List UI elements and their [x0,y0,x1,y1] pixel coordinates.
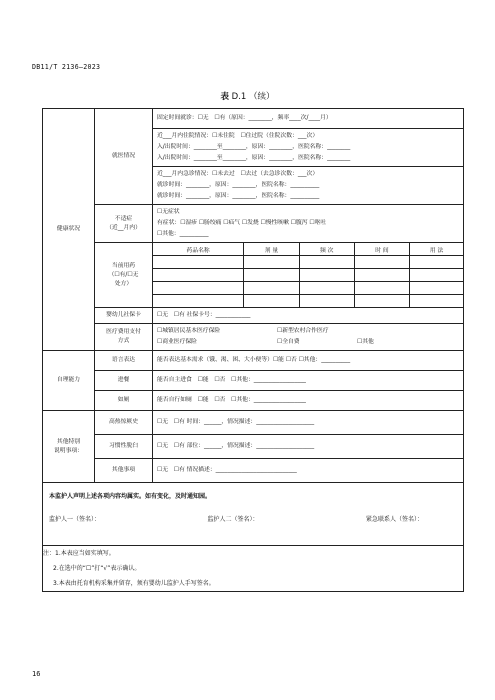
medical-visit-label: 就医情况 [95,109,153,205]
commercial-insurance-option[interactable]: ☐商业医疗保险 [157,339,197,345]
medication-label-1: 当前用药 [111,262,136,269]
health-status-label: 健康状况 [43,109,95,351]
medication-label [95,243,153,308]
med-col-time: 时 间 [354,243,409,256]
med-row[interactable] [153,269,463,282]
urban-insurance-option[interactable]: ☐城镇居民基本医疗保险 [157,328,221,334]
emergency-visit-1[interactable]: 就诊时间：________，原因：________，医院名称：__________ [157,182,320,188]
med-row[interactable] [153,256,463,269]
signature-row [43,502,463,539]
febrile-seizure-field[interactable]: ☐无 ☐有 时间：______，情况描述：____________________ [153,411,464,435]
insurance-card-label: 婴幼儿社保卡 [95,308,153,324]
guardian1-signature[interactable]: 监护人一（签名）： [49,516,101,523]
special-label-1: 其他特别 [56,438,81,445]
insurance-card-field[interactable]: ☐无 ☐有 社保卡号：____________ [153,308,464,324]
self-pay-option[interactable]: ☐全自费 [277,339,300,345]
rural-insurance-option[interactable]: ☐新型农村合作医疗 [277,328,329,334]
admission-line-2[interactable]: 入/出院时间：________至________，原因：________，医院名称：________ [157,155,351,161]
note-1: 注：1.本表应当如实填写。 [43,550,115,557]
med-row[interactable] [153,282,463,295]
payment-options-2[interactable] [157,337,459,348]
toilet-label: 如厕 [95,391,153,411]
dislocation-field[interactable]: ☐无 ☐有 部位：______，情况描述：____________________ [153,435,464,459]
registration-form-table [42,108,464,592]
medication-label-3: 处方） [114,280,133,287]
eating-label: 进餐 [95,371,153,391]
no-symptom-option[interactable]: ☐无症状 [157,209,180,215]
med-row[interactable] [153,295,463,308]
payment-other-option[interactable]: ☐其他 [357,339,374,345]
notes-section [43,546,464,592]
emergency-line[interactable]: 近___月内急诊情况：☐未去过 ☐去过（去急诊次数：___次） [157,171,319,177]
emergency-contact-signature[interactable]: 紧急联系人（签名）： [365,516,423,523]
discomfort-label-2: （近__月内） [106,224,141,231]
guardian2-signature[interactable]: 监护人二（签名）： [207,516,259,523]
toilet-field[interactable]: 能否自行如厕 ☐能 ☐否 ☐其他：__________________ [153,391,464,411]
discomfort-label [95,205,153,243]
med-col-freq: 频 次 [299,243,354,256]
payment-method-label [95,324,153,351]
payment-options-1[interactable] [157,326,459,337]
other-items-field[interactable]: ☐无 ☐有 情况描述：____________________________ [153,459,464,483]
table-title [0,90,495,102]
febrile-seizure-label: 高热惊厥史 [95,411,153,435]
self-care-label: 自理能力 [43,351,95,411]
guardian-declaration: 本监护人声明上述各项内容均属实。如有变化，及时通知园。 [49,493,212,500]
symptom-other[interactable]: ☐其他：__________ [157,231,209,237]
standard-number: DB11/T 2136—2023 [32,63,101,71]
language-label: 语言表达 [95,351,153,371]
hospitalization-line[interactable]: 近___月内住院情况：☐未住院 ☐住过院（住院次数：___次） [157,133,319,139]
med-col-name: 药品名称 [153,243,244,256]
special-label-2: 说明事项： [54,447,83,454]
table-title-id: D.1 [231,92,247,102]
eating-field[interactable]: 能否自主进食 ☐能 ☐否 ☐其他：__________________ [153,371,464,391]
discomfort-label-1: 不适症 [114,215,133,222]
payment-label-2: 方式 [117,338,130,344]
admission-line-1[interactable]: 入/出院时间：________至________，原因：________，医院名称：________ [157,144,351,150]
symptom-options[interactable]: 有症状：☐湿疹 ☐肠绞痛 ☐疝气 ☐发烧 ☐慢性咳嗽 ☐腹泻 ☐呕吐 [157,220,327,226]
dislocation-label: 习惯性脱臼 [95,435,153,459]
table-title-prefix: 表 [220,92,229,102]
med-col-usage: 用 法 [410,243,463,256]
emergency-visit-2[interactable]: 就诊时间：________，原因：________，医院名称：__________ [157,193,320,199]
fixed-visit-line[interactable]: 固定时间就诊：☐无 ☐有（原因：________，频率____次/____月） [153,109,463,129]
payment-label-1: 医疗费用支付 [106,329,141,335]
special-notes-label [43,411,95,483]
note-2: 2.在选中的“☐”打“√”表示确认。 [53,565,141,572]
note-3: 3.本表由托育机构采集并留存，须有婴幼儿监护人手写签名。 [53,580,215,587]
page-number: 16 [32,670,41,678]
other-items-label: 其他事项 [95,459,153,483]
med-col-dose: 剂 量 [244,243,299,256]
medication-label-2: （☐有/☐无 [108,271,139,278]
language-field[interactable]: 能否表达基本需求（饿、渴、困、大小便等）☐能 ☐否 ☐其他：__________ [153,351,464,371]
medication-table [153,243,463,307]
table-title-continued: （续） [249,92,275,102]
